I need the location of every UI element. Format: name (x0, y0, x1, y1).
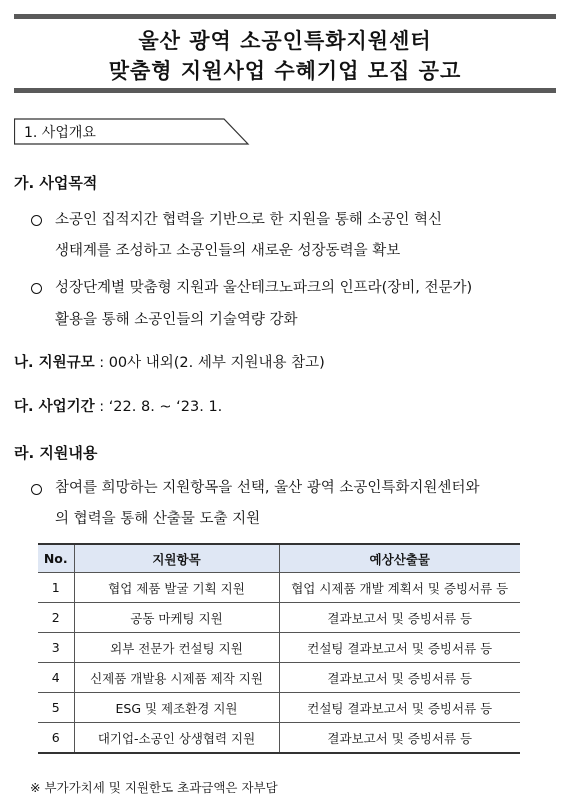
page-title-line1: 울산 광역 소공인특화지원센터 (138, 29, 432, 53)
table-cell-no: 6 (38, 723, 74, 754)
purpose-heading: 가. 사업목적 (14, 174, 98, 192)
table-row (38, 633, 520, 663)
table-row (38, 693, 520, 723)
period-heading: 다. 사업기간 (14, 399, 95, 415)
scale-value: : 00사 내외(2. 세부 지원내용 참고) (94, 355, 325, 371)
table-header-row (38, 544, 520, 573)
table-cell-item: ESG 및 제조환경 지원 (74, 693, 279, 723)
table-cell-item: 신제품 개발용 시제품 제작 지원 (74, 663, 279, 693)
table-cell-no: 1 (38, 573, 74, 603)
title-top-rule (14, 14, 556, 19)
table-cell-no: 2 (38, 603, 74, 633)
purpose-bullet1-line1: 소공인 집적지간 협력을 기반으로 한 지원을 통해 소공인 혁신 (55, 212, 443, 228)
title-bottom-rule (14, 88, 556, 93)
support-items-table (38, 543, 520, 754)
table-cell-output: 결과보고서 및 증빙서류 등 (279, 723, 520, 754)
table-header-item: 지원항목 (74, 544, 279, 573)
table-row (38, 723, 520, 754)
table-cell-item: 외부 전문가 컨설팅 지원 (74, 633, 279, 663)
content-bullet-line2: 의 협력을 통해 산출물 도출 지원 (55, 511, 261, 527)
footnote: ※ 부가가치세 및 지원한도 초과금액은 자부담 (30, 780, 278, 795)
page-title-line2: 맞춤형 지원사업 수혜기업 모집 공고 (108, 59, 462, 83)
bullet-circle-icon (31, 484, 42, 495)
scale-heading: 나. 지원규모 (14, 355, 95, 371)
table-cell-item: 공동 마케팅 지원 (74, 603, 279, 633)
table-cell-no: 5 (38, 693, 74, 723)
table-row (38, 603, 520, 633)
section-header-overview (14, 118, 248, 144)
content-bullet-line1: 참여를 희망하는 지원항목을 선택, 울산 광역 소공인특화지원센터와 (55, 480, 480, 496)
table-header-no: No. (38, 544, 74, 573)
purpose-bullet2-line2: 활용을 통해 소공인들의 기술역량 강화 (55, 312, 298, 328)
bullet-circle-icon (31, 283, 42, 294)
purpose-bullet1-line2: 생태계를 조성하고 소공인들의 새로운 성장동력을 확보 (55, 243, 401, 259)
table-cell-output: 결과보고서 및 증빙서류 등 (279, 663, 520, 693)
table-row (38, 663, 520, 693)
table-cell-no: 4 (38, 663, 74, 693)
period-row (14, 397, 222, 417)
purpose-bullet2-line1: 성장단계별 맞춤형 지원과 울산테크노파크의 인프라(장비, 전문가) (55, 280, 473, 296)
table-header-output: 예상산출물 (279, 544, 520, 573)
table-row (38, 573, 520, 603)
table-cell-output: 결과보고서 및 증빙서류 등 (279, 603, 520, 633)
table-cell-item: 대기업-소공인 상생협력 지원 (74, 723, 279, 754)
table-cell-output: 컨설팅 결과보고서 및 증빙서류 등 (279, 693, 520, 723)
period-value: : ‘22. 8. ~ ‘23. 1. (94, 399, 223, 415)
section-header-label: 1. 사업개요 (24, 125, 96, 141)
table-cell-no: 3 (38, 633, 74, 663)
bullet-circle-icon (31, 215, 42, 226)
table-cell-item: 협업 제품 발굴 기획 지원 (74, 573, 279, 603)
table-cell-output: 협업 시제품 개발 계획서 및 증빙서류 등 (279, 573, 520, 603)
content-heading: 라. 지원내용 (14, 444, 98, 462)
table-cell-output: 컨설팅 결과보고서 및 증빙서류 등 (279, 633, 520, 663)
scale-row (14, 353, 325, 373)
